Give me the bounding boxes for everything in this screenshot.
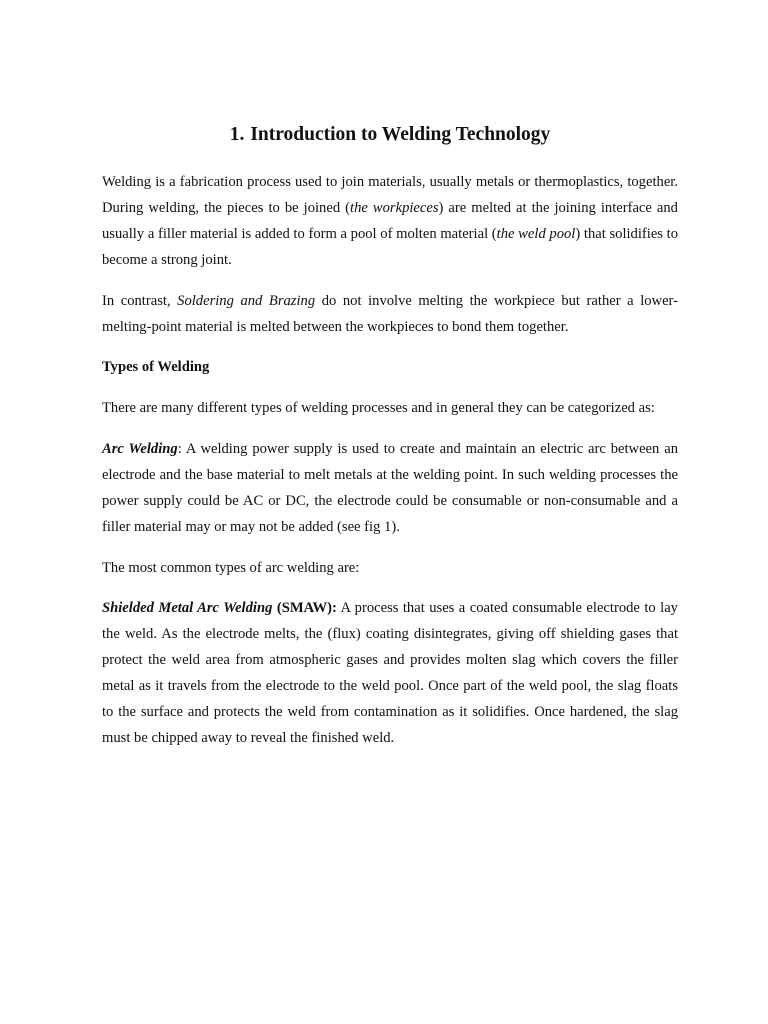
arc-welding-term: Arc Welding [102, 441, 178, 457]
paragraph-common-types [102, 555, 678, 581]
arc-welding-text: : A welding power supply is used to create and maintain an electric arc between an electrode and the base material to melt metals at the welding point. In such welding processes the power supply could be AC or DC, the electrode could be consumable or non-consumable and a filler material may or may not be added (see fig 1). [102, 441, 678, 535]
smaw-text: A process that uses a coated consumable electrode to lay the weld. As the electrode melts, the (flux) coating disintegrates, giving off shielding gases that protect the weld area from atmospheric gases and provides molten slag which covers the filler metal as it travels from the electrode to the weld pool. Once part of the weld pool, the slag floats to the surface and protects the weld from contamination as it solidifies. Once hardened, the slag must be chipped away to reveal the finished weld. [102, 600, 678, 746]
paragraph-smaw [102, 595, 678, 751]
paragraph-soldering-brazing [102, 288, 678, 340]
p1-emphasis-weld-pool: the weld pool [496, 226, 576, 242]
title-text: Introduction to Welding Technology [250, 124, 551, 145]
smaw-abbreviation: (SMAW): [272, 600, 337, 616]
p2-text-1: In contrast, [102, 293, 178, 309]
paragraph-arc-welding [102, 436, 678, 540]
p2-emphasis-soldering-brazing: Soldering and Brazing [177, 293, 316, 309]
common-types-text: The most common types of arc welding are: [102, 560, 360, 576]
p1-text-1: Welding is a fabrication process used to join materials, usually metals or thermoplastics, together. During welding, the pieces to be joined ( [102, 174, 678, 216]
section-heading-types [102, 354, 678, 380]
p2-text-2: do not involve melting the workpiece but rather a lower-melting-point material is melted between the workpieces to bond them together. [102, 293, 678, 335]
paragraph-welding-definition [102, 169, 678, 273]
section-number: 1. [229, 124, 245, 145]
p1-text-3: ) that solidifies to become a strong joint. [102, 226, 679, 268]
page-title [102, 122, 678, 148]
smaw-term: Shielded Metal Arc Welding [102, 600, 273, 616]
p1-text-2: ) are melted at the joining interface and usually a filler material is added to form a pool of molten material ( [102, 200, 678, 242]
paragraph-categories-intro [102, 395, 678, 421]
types-of-welding-heading: Types of Welding [102, 359, 210, 375]
p1-emphasis-workpieces: the workpieces [350, 200, 439, 216]
categories-text: There are many different types of welding processes and in general they can be categorized as: [102, 400, 655, 416]
